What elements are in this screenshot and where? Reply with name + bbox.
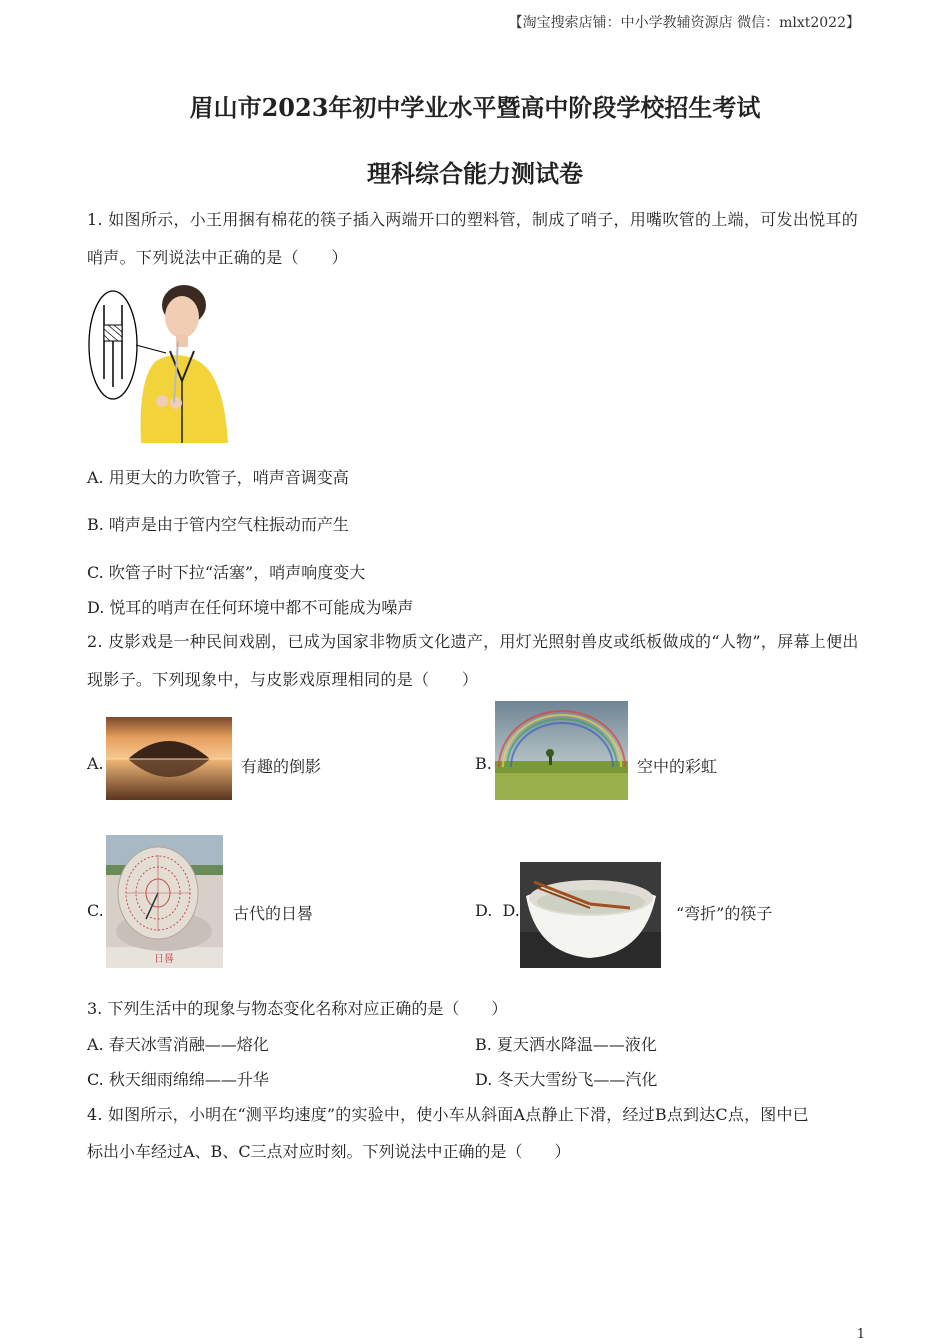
reflection-photo [106, 717, 232, 800]
header-note: 【淘宝搜索店铺：中小学教辅资源店 微信：mlxt2022】 [508, 15, 860, 31]
question-4-stem-line-2: 标出小车经过A、B、C三点对应时刻。下列说法中正确的是（ ） [87, 1142, 571, 1161]
question-1-option-b: B. 哨声是由于管内空气柱振动而产生 [87, 515, 349, 534]
question-2-option-b-caption: 空中的彩虹 [637, 757, 718, 776]
question-1-option-a: A. 用更大的力吹管子，哨声音调变高 [87, 468, 349, 487]
question-2-option-d-caption: “弯折”的筷子 [676, 904, 773, 923]
exam-title: 眉山市2023年初中学业水平暨高中阶段学校招生考试 [189, 93, 761, 122]
question-2-option-a-caption: 有趣的倒影 [241, 757, 322, 776]
question-2-option-c-letter: C. [87, 901, 104, 920]
question-2-option-b-letter: B. [475, 754, 492, 773]
question-3-option-d: D. 冬天大雪纷飞——汽化 [475, 1070, 658, 1089]
sundial-plate-text: 日晷 [154, 954, 174, 965]
question-2-stem: 2. 皮影戏是一种民间戏剧，已成为国家非物质文化遗产，用灯光照射兽皮或纸板做成的“人物”，屏幕上便出现影子。下列现象中，与皮影戏原理相同的是（ ） [87, 632, 859, 689]
question-1-option-c: C. 吹管子时下拉“活塞”，哨声响度变大 [87, 563, 366, 582]
whistle-girl-figure [86, 283, 231, 443]
question-2-option-a-letter: A. [87, 754, 104, 773]
question-4-stem-line-1: 4. 如图所示，小明在“测平均速度”的实验中，使小车从斜面A点静止下滑，经过B点到达C点，图中已 [87, 1105, 809, 1124]
question-3-stem: 3. 下列生活中的现象与物态变化名称对应正确的是（ ） [87, 999, 508, 1018]
exam-subtitle: 理科综合能力测试卷 [367, 159, 583, 188]
page-number: 1 [856, 1327, 865, 1342]
sundial-photo [106, 835, 223, 968]
question-1-stem: 1. 如图所示，小王用捆有棉花的筷子插入两端开口的塑料管，制成了哨子，用嘴吹管的上端，可发出悦耳的哨声。下列说法中正确的是（ ） [87, 210, 859, 267]
question-3-option-c: C. 秋天细雨绵绵——升华 [87, 1070, 269, 1089]
question-2-option-d-letter: D. D. [475, 901, 520, 920]
question-1-option-d: D. 悦耳的哨声在任何环境中都不可能成为噪声 [87, 598, 414, 617]
question-3-option-a: A. 春天冰雪消融——熔化 [87, 1035, 269, 1054]
question-3-option-b: B. 夏天洒水降温——液化 [475, 1035, 657, 1054]
rainbow-photo [495, 701, 628, 800]
question-2-option-c-caption: 古代的日晷 [233, 904, 314, 923]
chopsticks-bowl-photo [520, 862, 661, 968]
